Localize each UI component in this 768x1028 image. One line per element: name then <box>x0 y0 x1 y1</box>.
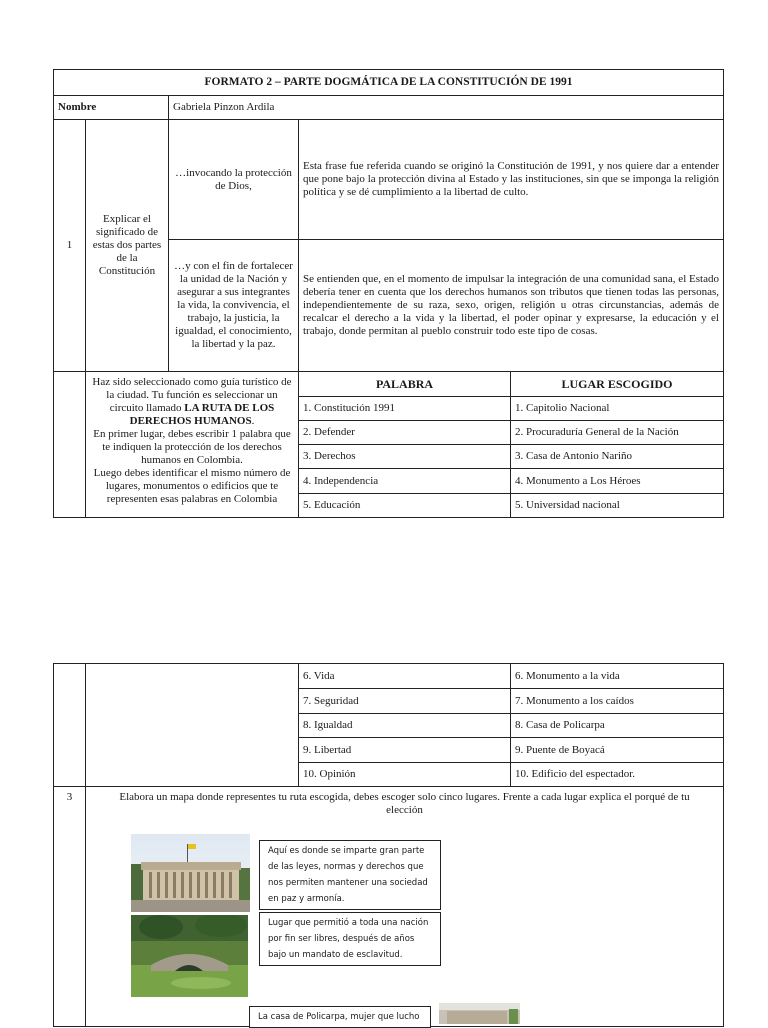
question-3-number: 3 <box>54 787 86 1027</box>
q2-text-3: En primer lugar, debes escribir 1 palabra que te indiquen la protección de los derechos humanos en Colombia. <box>93 428 291 466</box>
place-cell: 1. Capitolio Nacional <box>511 397 724 421</box>
callout-policarpa: La casa de Policarpa, mujer que lucho <box>249 1006 431 1028</box>
question-1-instruction: Explicar el significado de estas dos partes de la Constitución <box>86 120 169 372</box>
word-cell: 2. Defender <box>299 421 511 445</box>
column-header-place: LUGAR ESCOGIDO <box>511 372 724 397</box>
place-cell: 6. Monumento a la vida <box>511 664 724 689</box>
name-value: Gabriela Pinzon Ardila <box>169 96 724 120</box>
question-1-number: 1 <box>54 120 86 372</box>
word-cell: 9. Libertad <box>299 738 511 763</box>
q2-text-1: Haz sido seleccionado como guía turístico de la ciudad. Tu función es seleccionar un circuito llamado <box>92 376 292 414</box>
continuation-number <box>54 664 86 787</box>
word-cell: 1. Constitución 1991 <box>299 397 511 421</box>
place-cell: 3. Casa de Antonio Nariño <box>511 445 724 469</box>
constitution-phrase-a: …invocando la protección de Dios, <box>169 120 299 240</box>
word-cell: 3. Derechos <box>299 445 511 469</box>
place-cell: 10. Edificio del espectador. <box>511 763 724 787</box>
capitolio-photo <box>131 834 250 912</box>
question-3-instruction: Elabora un mapa donde representes tu ruta escogida, debes escoger solo cinco lugares. Frente a cada lugar explica el porqué de tu elección <box>86 787 724 1027</box>
q2-text-2: . <box>251 415 255 427</box>
callout-puente-boyaca: Lugar que permitió a toda una nación por fin ser libres, después de años bajo un mandato de esclavitud. <box>259 912 441 966</box>
word-cell: 10. Opinión <box>299 763 511 787</box>
place-cell: 2. Procuraduría General de la Nación <box>511 421 724 445</box>
question-2-instruction <box>86 372 299 518</box>
place-cell: 9. Puente de Boyacá <box>511 738 724 763</box>
word-cell: 7. Seguridad <box>299 689 511 714</box>
word-cell: 6. Vida <box>299 664 511 689</box>
puente-de-boyaca-photo <box>131 915 248 997</box>
q2-text-4: Luego debes identificar el mismo número de lugares, monumentos o edificios que te representen esas palabras en Colombia <box>93 467 291 505</box>
callout-capitolio: Aquí es donde se imparte gran parte de las leyes, normas y derechos que nos permiten mantener una sociedad en paz y armonía. <box>259 840 441 910</box>
word-cell: 4. Independencia <box>299 469 511 494</box>
constitution-phrase-b: …y con el fin de fortalecer la unidad de la Nación y asegurar a sus integrantes la vida, la convivencia, el trabajo, la justicia, la igualdad, el conocimiento, la libertad y la paz. <box>169 240 299 372</box>
column-header-word: PALABRA <box>299 372 511 397</box>
place-cell: 8. Casa de Policarpa <box>511 714 724 738</box>
casa-de-policarpa-photo <box>439 1003 520 1024</box>
word-cell: 5. Educación <box>299 494 511 518</box>
place-cell: 7. Monumento a los caídos <box>511 689 724 714</box>
format-table-page1 <box>53 69 724 518</box>
continuation-instruction <box>86 664 299 787</box>
document-title: FORMATO 2 – PARTE DOGMÁTICA DE LA CONSTITUCIÓN DE 1991 <box>54 70 724 96</box>
word-cell: 8. Igualdad <box>299 714 511 738</box>
answer-b: Se entienden que, en el momento de impulsar la integración de una comunidad sana, el Estado debería tener en cuenta que los derechos humanos son tributos que tienen todas las personas, independientemente de su raza, sexo, origen, religión u otras circunstancias, además de recalcar el derecho a la vida y la libertad, el poder opinar y expresarse, la educación y el trabajo, donde permitan al pueblo construir todo este tipo de cosas. <box>299 240 724 372</box>
name-label: Nombre <box>54 96 169 120</box>
q2-route-name: LA RUTA DE LOS DERECHOS HUMANOS <box>129 402 275 427</box>
question-2-number <box>54 372 86 518</box>
place-cell: 5. Universidad nacional <box>511 494 724 518</box>
table-row <box>54 664 724 689</box>
place-cell: 4. Monumento a Los Héroes <box>511 469 724 494</box>
answer-a: Esta frase fue referida cuando se originó la Constitución de 1991, y nos quiere dar a entender que pone bajo la protección divina al Estado y las instituciones, sin que se imponga la religión política y se dé cumplimiento a la libertad de culto. <box>299 120 724 240</box>
